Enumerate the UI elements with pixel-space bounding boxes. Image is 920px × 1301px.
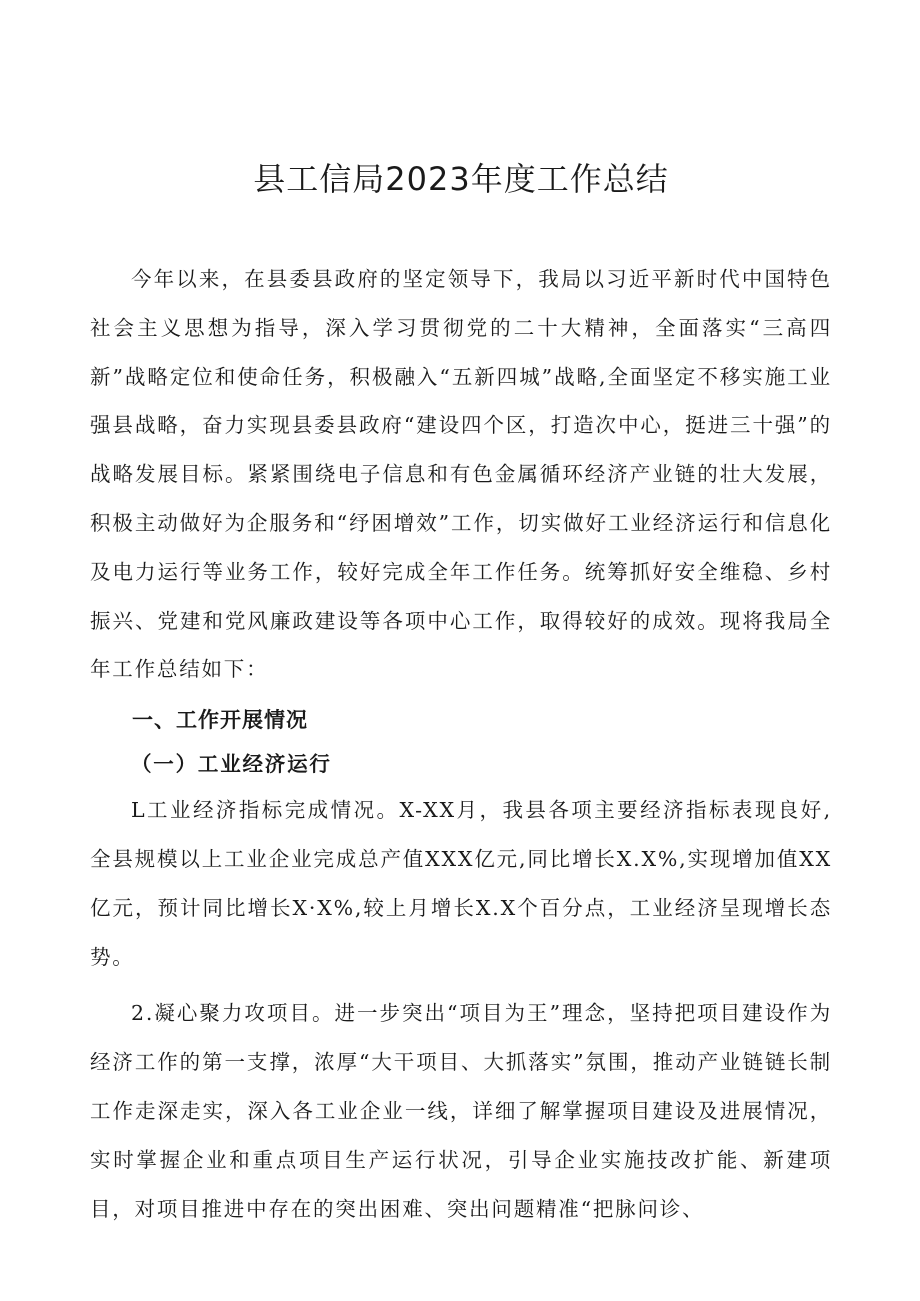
document-page	[90, 0, 832, 1233]
section-heading-1: 一、工作开展情况	[132, 708, 308, 733]
document-title: 县工信局2023年度工作总结	[253, 160, 669, 198]
subsection-heading-1: （一）工业经济运行	[131, 752, 332, 777]
item-paragraph-2: 2.凝心聚力攻项目。进一步突出“项目为王”理念，坚持把项目建设作为经济工作的第一支撑，浓厚“大干项目、大抓落实”氛围，推动产业链链长制工作走深走实，深入各工业企业一线，详细了解掌握项目建设及进展情况，实时掌握企业和重点项目生产运行状况，引导企业实施技改扩能、新建项目，对项目推进中存在的突出困难、突出问题精准“把脉问诊、	[90, 1001, 832, 1221]
item-paragraph-1: L工业经济指标完成情况。X-XX月，我县各项主要经济指标表现良好,全县规模以上工业企业完成总产值XXX亿元,同比增长X.X%,实现增加值XX亿元，预计同比增长X·X%,较上月增长X.X个百分点，工业经济呈现增长态势。	[90, 798, 832, 969]
intro-paragraph: 今年以来，在县委县政府的坚定领导下，我局以习近平新时代中国特色社会主义思想为指导，深入学习贯彻党的二十大精神，全面落实“三高四新”战略定位和使命任务，积极融入“五新四城”战略,全面坚定不移实施工业强县战略，奋力实现县委县政府“建设四个区，打造次中心，挺进三十强”的战略发展目标。紧紧围绕电子信息和有色金属循环经济产业链的壮大发展，积极主动做好为企服务和“纾困增效”工作，切实做好工业经济运行和信息化及电力运行等业务工作，较好完成全年工作任务。统筹抓好安全维稳、乡村振兴、党建和党风廉政建设等各项中心工作，取得较好的成效。现将我局全年工作总结如下：	[90, 267, 832, 682]
